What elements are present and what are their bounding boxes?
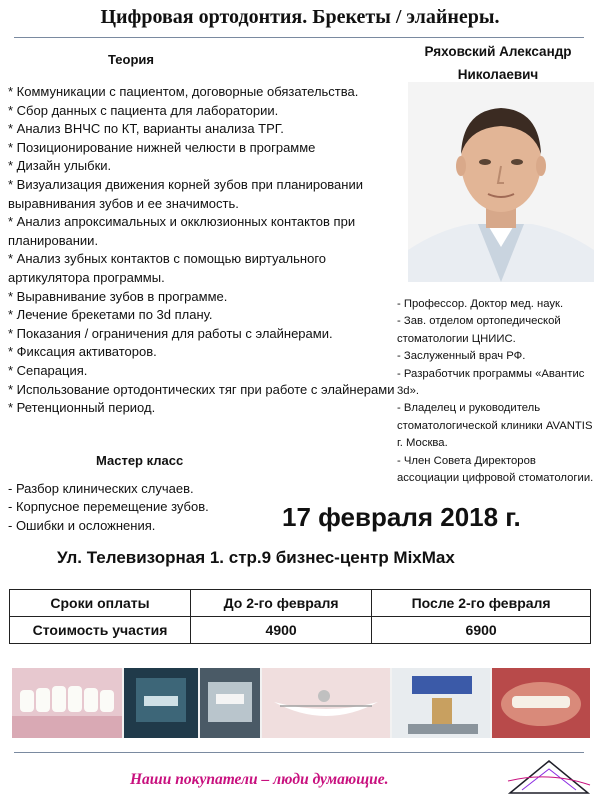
mouth-photo-image bbox=[492, 668, 590, 738]
dental-photo-strip bbox=[12, 668, 590, 738]
theory-list-item: * Сбор данных с пациента для лаборатории. bbox=[8, 102, 279, 118]
theory-list-item: * Сепарация. bbox=[8, 362, 88, 378]
theory-heading: Теория bbox=[108, 52, 154, 67]
pricing-table bbox=[9, 589, 591, 644]
master-class-item: - Разбор клинических случаев. bbox=[8, 481, 194, 496]
triangle-logo-icon bbox=[506, 757, 592, 797]
theory-list-item: * Фиксация активаторов. bbox=[8, 344, 157, 360]
theory-list-item: * Лечение брекетами по 3d плану. bbox=[8, 307, 213, 323]
pricing-header-cell: Сроки оплаты bbox=[10, 590, 191, 617]
software-model-image bbox=[200, 668, 260, 738]
speaker-bio-item: - Разработчик программы «Авантис 3d». bbox=[397, 367, 585, 398]
pricing-value-row bbox=[10, 617, 591, 644]
speaker-bio-item: - Член Совета Директоров ассоциации цифровой стоматологии. bbox=[397, 454, 594, 485]
slogan: Наши покупатели – люди думающие. bbox=[130, 771, 389, 788]
speaker-bio-item: - Профессор. Доктор мед. наук. bbox=[397, 298, 564, 310]
pricing-header-row bbox=[10, 590, 591, 617]
price-before: 4900 bbox=[191, 617, 372, 644]
speaker-name bbox=[398, 40, 598, 86]
pricing-header-cell: До 2-го февраля bbox=[191, 590, 372, 617]
master-class-list bbox=[8, 480, 209, 535]
theory-list-item: * Анализ ВНЧС по КТ, варианты анализа ТРГ. bbox=[8, 121, 284, 137]
theory-list-item: * Анализ зубных контактов с помощью виртуального артикулятора программы. bbox=[8, 251, 327, 285]
theory-list-item: * Показания / ограничения для работы с элайнерами. bbox=[8, 325, 333, 341]
theory-list-item: * Визуализация движения корней зубов при планировании выравнивания зубов и ее значимость. bbox=[8, 176, 363, 211]
event-date: 17 февраля 2018 г. bbox=[282, 502, 521, 532]
theory-list bbox=[8, 83, 404, 418]
theory-list-item: * Позиционирование нижней челюсти в программе bbox=[8, 139, 316, 155]
pricing-row-label: Стоимость участия bbox=[10, 617, 191, 644]
theory-list-item: * Ретенционный период. bbox=[8, 400, 156, 416]
speaker-bio-item: - Владелец и руководитель стоматологической клиники AVANTIS г. Москва. bbox=[397, 402, 593, 450]
bottom-divider bbox=[14, 752, 584, 753]
price-after: 6900 bbox=[372, 617, 591, 644]
theory-list-item: * Коммуникации с пациентом, договорные обязательства. bbox=[8, 84, 359, 99]
speaker-bio-item: - Заслуженный врач РФ. bbox=[397, 350, 526, 363]
milling-machine-image bbox=[392, 668, 490, 738]
theory-list-item: * Использование ортодонтических тяг при работе с элайнерами bbox=[8, 381, 395, 397]
speaker-photo bbox=[408, 82, 594, 282]
speaker-bio-item: - Зав. отделом ортопедической стоматологии ЦНИИС. bbox=[397, 315, 561, 345]
pricing-header-cell: После 2-го февраля bbox=[372, 590, 591, 617]
master-class-heading: Мастер класс bbox=[96, 453, 184, 468]
title-divider bbox=[14, 37, 584, 38]
page-title: Цифровая ортодонтия. Брекеты / элайнеры. bbox=[100, 6, 500, 28]
master-class-item: - Корпусное перемещение зубов. bbox=[8, 499, 209, 515]
teeth-model-image bbox=[12, 668, 122, 738]
speaker-bio-list bbox=[397, 296, 597, 487]
master-class-item: - Ошибки и осложнения. bbox=[8, 517, 156, 533]
smile-braces-image bbox=[262, 668, 390, 738]
ct-scan-image bbox=[124, 668, 198, 738]
theory-list-item: * Выравнивание зубов в программе. bbox=[8, 288, 228, 304]
speaker-name-line1: Ряховский Александр bbox=[424, 44, 572, 59]
venue-address: Ул. Телевизорная 1. стр.9 бизнес-центр MixMax bbox=[57, 548, 455, 567]
speaker-name-line2: Николаевич bbox=[457, 67, 539, 82]
theory-list-item: * Дизайн улыбки. bbox=[8, 158, 112, 174]
theory-list-item: * Анализ апроксимальных и окклюзионных контактов при планировании. bbox=[8, 214, 356, 248]
